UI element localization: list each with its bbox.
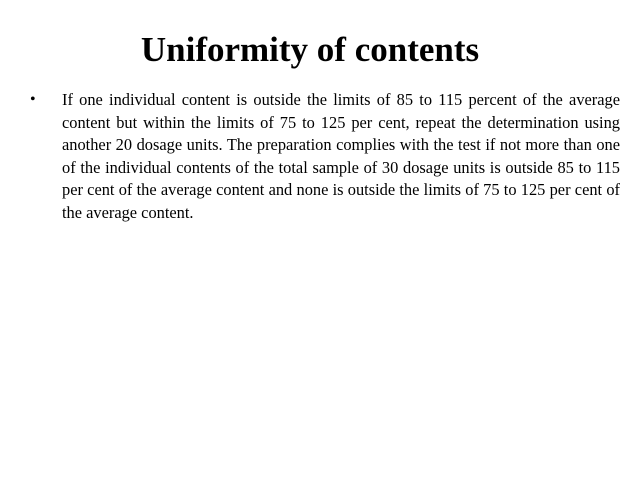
- slide-title: Uniformity of contents: [140, 30, 480, 69]
- bullet-item: [30, 89, 620, 225]
- bullet-text: If one individual content is outside the limits of 85 to 115 percent of the average content but within the limits of 75 to 125 per cent, repeat the determination using another 20 dosage units. The preparation complies with the test if not more than one of the individual contents of the total sample of 30 dosage units is outside 85 to 115 per cent of the average content and none is outside the limits of 75 to 125 per cent of the average content.: [62, 90, 620, 222]
- bullet-list: [30, 89, 620, 225]
- bullet-marker: •: [30, 91, 36, 108]
